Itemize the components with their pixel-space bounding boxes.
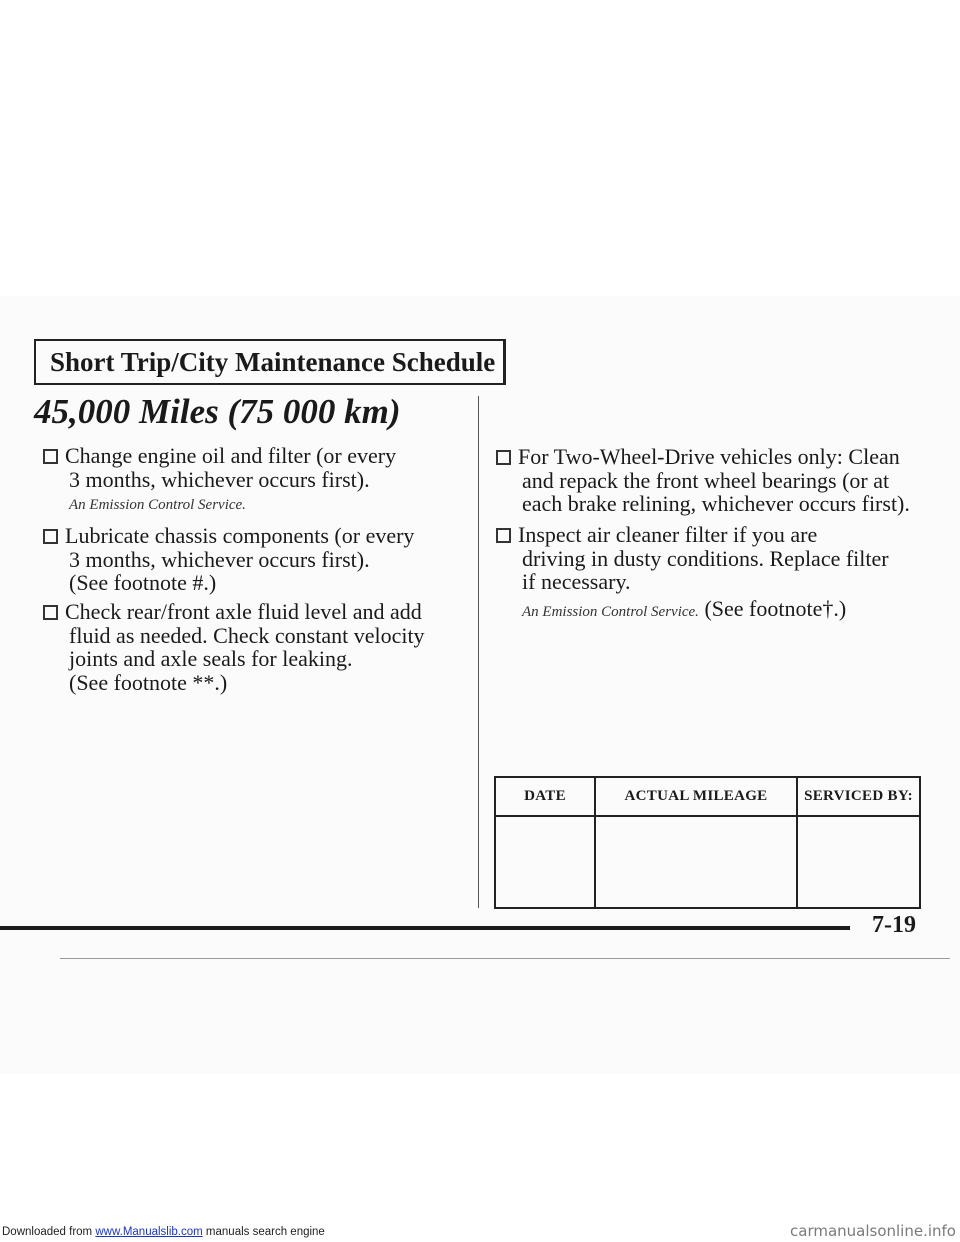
checkbox-icon[interactable] (43, 605, 58, 620)
manualslib-link[interactable]: www.Manualslib.com (95, 1226, 203, 1238)
mileage-entry-cell[interactable] (595, 816, 797, 908)
emission-control-note: An Emission Control Service. (69, 497, 246, 513)
service-item-change-oil: Change engine oil and filter (or every 3 months, whichever occurs first). An Emission Control Service. (43, 444, 396, 518)
watermark: carmanualsonline.info (790, 1222, 956, 1240)
service-item-air-cleaner: Inspect air cleaner filter if you are driving in dusty conditions. Replace filter if necessary. An Emission Control Service. (See footnote†.) (496, 523, 889, 624)
footer-rule (0, 926, 850, 930)
checkbox-icon[interactable] (496, 450, 511, 465)
date-column-header: DATE (495, 777, 595, 816)
mileage-heading: 45,000 Miles (75 000 km) (34, 392, 401, 431)
column-divider (478, 396, 479, 908)
checkbox-icon[interactable] (496, 528, 511, 543)
download-footer: Downloaded from www.Manualslib.com manuals search engine carmanualsonline.info (2, 1222, 956, 1240)
checkbox-icon[interactable] (43, 529, 58, 544)
date-entry-cell[interactable] (495, 816, 595, 908)
service-record-table (494, 776, 921, 909)
serviced-by-entry-cell[interactable] (797, 816, 920, 908)
service-item-wheel-bearings: For Two-Wheel-Drive vehicles only: Clean and repack the front wheel bearings (or at each brake relining, whichever occurs first). (496, 445, 910, 516)
section-title-box (34, 339, 506, 385)
footnote-reference: (See footnote†.) (704, 595, 847, 621)
service-item-lubricate-chassis: Lubricate chassis components (or every 3 months, whichever occurs first). (See footnote #.) (43, 524, 414, 595)
service-item-axle-fluid: Check rear/front axle fluid level and add fluid as needed. Check constant velocity joints and axle seals for leaking. (See footnote **.) (43, 600, 425, 694)
serviced-by-column-header: SERVICED BY: (797, 777, 920, 816)
scan-line (60, 958, 950, 959)
page-number: 7-19 (872, 912, 916, 938)
section-title: Short Trip/City Maintenance Schedule (50, 347, 496, 377)
checkbox-icon[interactable] (43, 449, 58, 464)
emission-control-note: An Emission Control Service. (522, 603, 699, 620)
actual-mileage-column-header: ACTUAL MILEAGE (595, 777, 797, 816)
